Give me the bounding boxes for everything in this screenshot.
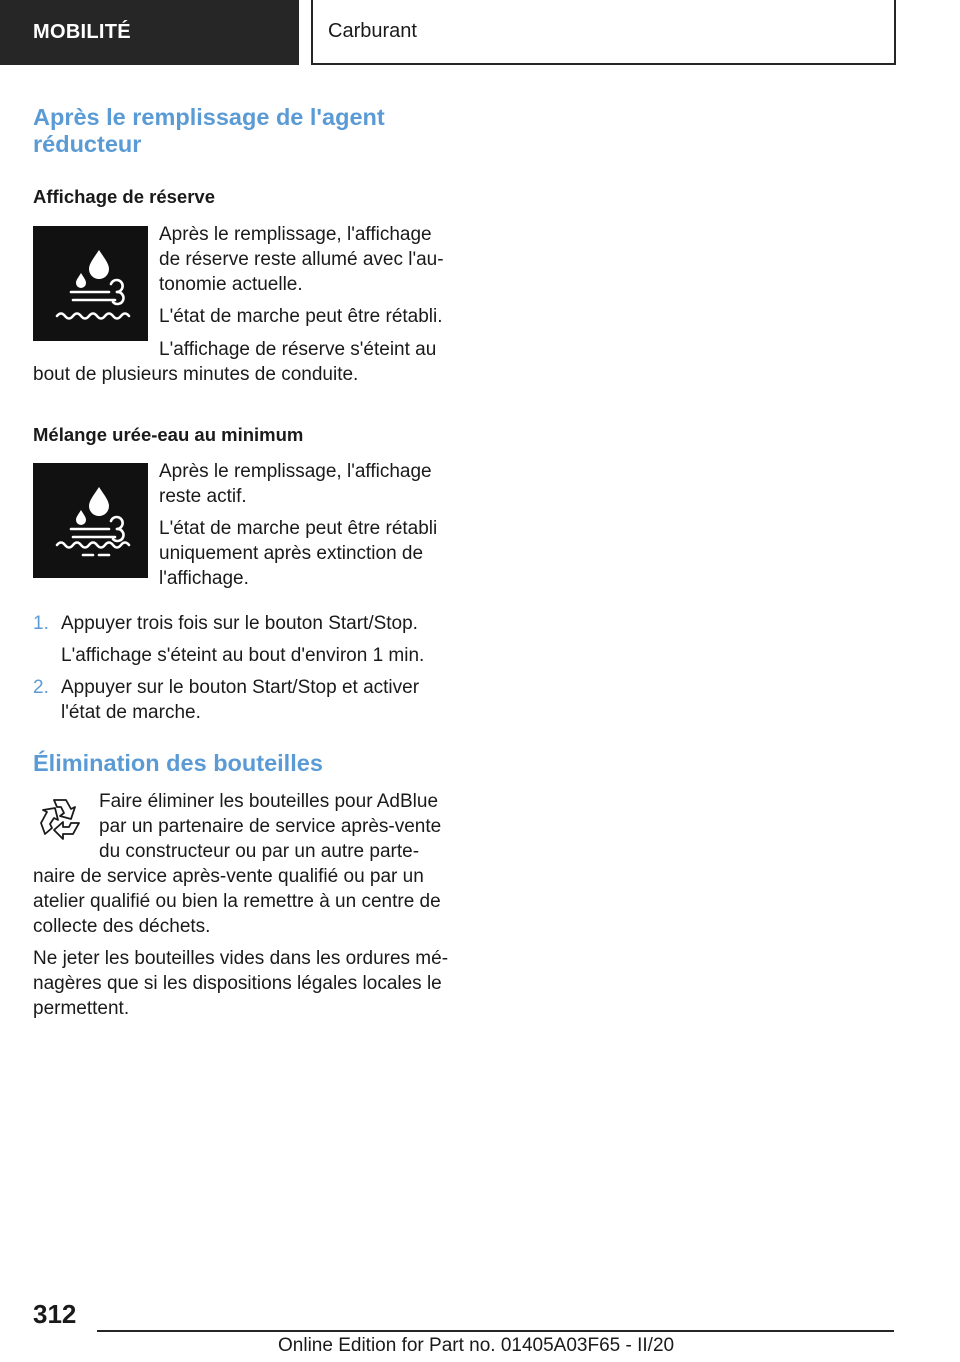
chapter-label: Carburant bbox=[328, 20, 417, 42]
step-1-text: Appuyer trois fois sur le bouton Start/Stop. bbox=[61, 613, 418, 634]
step-number: 1. bbox=[33, 613, 49, 634]
adblue-reserve-icon bbox=[33, 226, 148, 341]
reserve-text-3: L'affichage de réserve s'éteint au bbox=[159, 339, 437, 360]
section-tab bbox=[0, 0, 299, 65]
disposal-text-1: Faire éliminer les bouteilles pour AdBlue par un partenaire de service après-vente du constructeur ou par un autre parte- bbox=[99, 791, 442, 862]
footer-divider bbox=[97, 1330, 894, 1332]
footer-edition: Online Edition for Part no. 01405A03F65 - II/20 bbox=[278, 1335, 675, 1356]
heading-disposal: Élimination des bouteilles bbox=[33, 750, 323, 776]
page-number: 312 bbox=[33, 1299, 77, 1329]
heading-after-filling: Après le remplissage de l'agent réducteur bbox=[33, 104, 385, 157]
step-2-text: Appuyer sur le bouton Start/Stop et activer l'état de marche. bbox=[61, 677, 420, 723]
step-1-note: L'affichage s'éteint au bout d'environ 1 min. bbox=[61, 645, 425, 666]
recycle-icon bbox=[33, 792, 87, 846]
chapter-tab bbox=[311, 0, 896, 65]
step-number: 2. bbox=[33, 677, 49, 698]
subheading-reserve: Affichage de réserve bbox=[33, 186, 216, 207]
reserve-text-1: Après le remplissage, l'affichage de réserve reste allumé avec l'au- tonomie actuelle. bbox=[159, 224, 444, 295]
reserve-text-4: bout de plusieurs minutes de conduite. bbox=[33, 364, 359, 385]
reserve-text-2: L'état de marche peut être rétabli. bbox=[159, 306, 443, 327]
subheading-minimum: Mélange urée-eau au minimum bbox=[33, 424, 304, 445]
section-label: MOBILITÉ bbox=[33, 21, 131, 43]
minimum-text-2: L'état de marche peut être rétabli uniquement après extinction de l'affichage. bbox=[159, 518, 438, 589]
disposal-text-3: Ne jeter les bouteilles vides dans les ordures mé- nagères que si les dispositions légales locales le permettent. bbox=[33, 948, 449, 1019]
disposal-text-2: naire de service après-vente qualifié ou par un atelier qualifié ou bien la remettre à un centre de collecte des déchets. bbox=[33, 866, 441, 937]
minimum-text-1: Après le remplissage, l'affichage reste actif. bbox=[159, 461, 432, 507]
adblue-minimum-icon bbox=[33, 463, 148, 578]
